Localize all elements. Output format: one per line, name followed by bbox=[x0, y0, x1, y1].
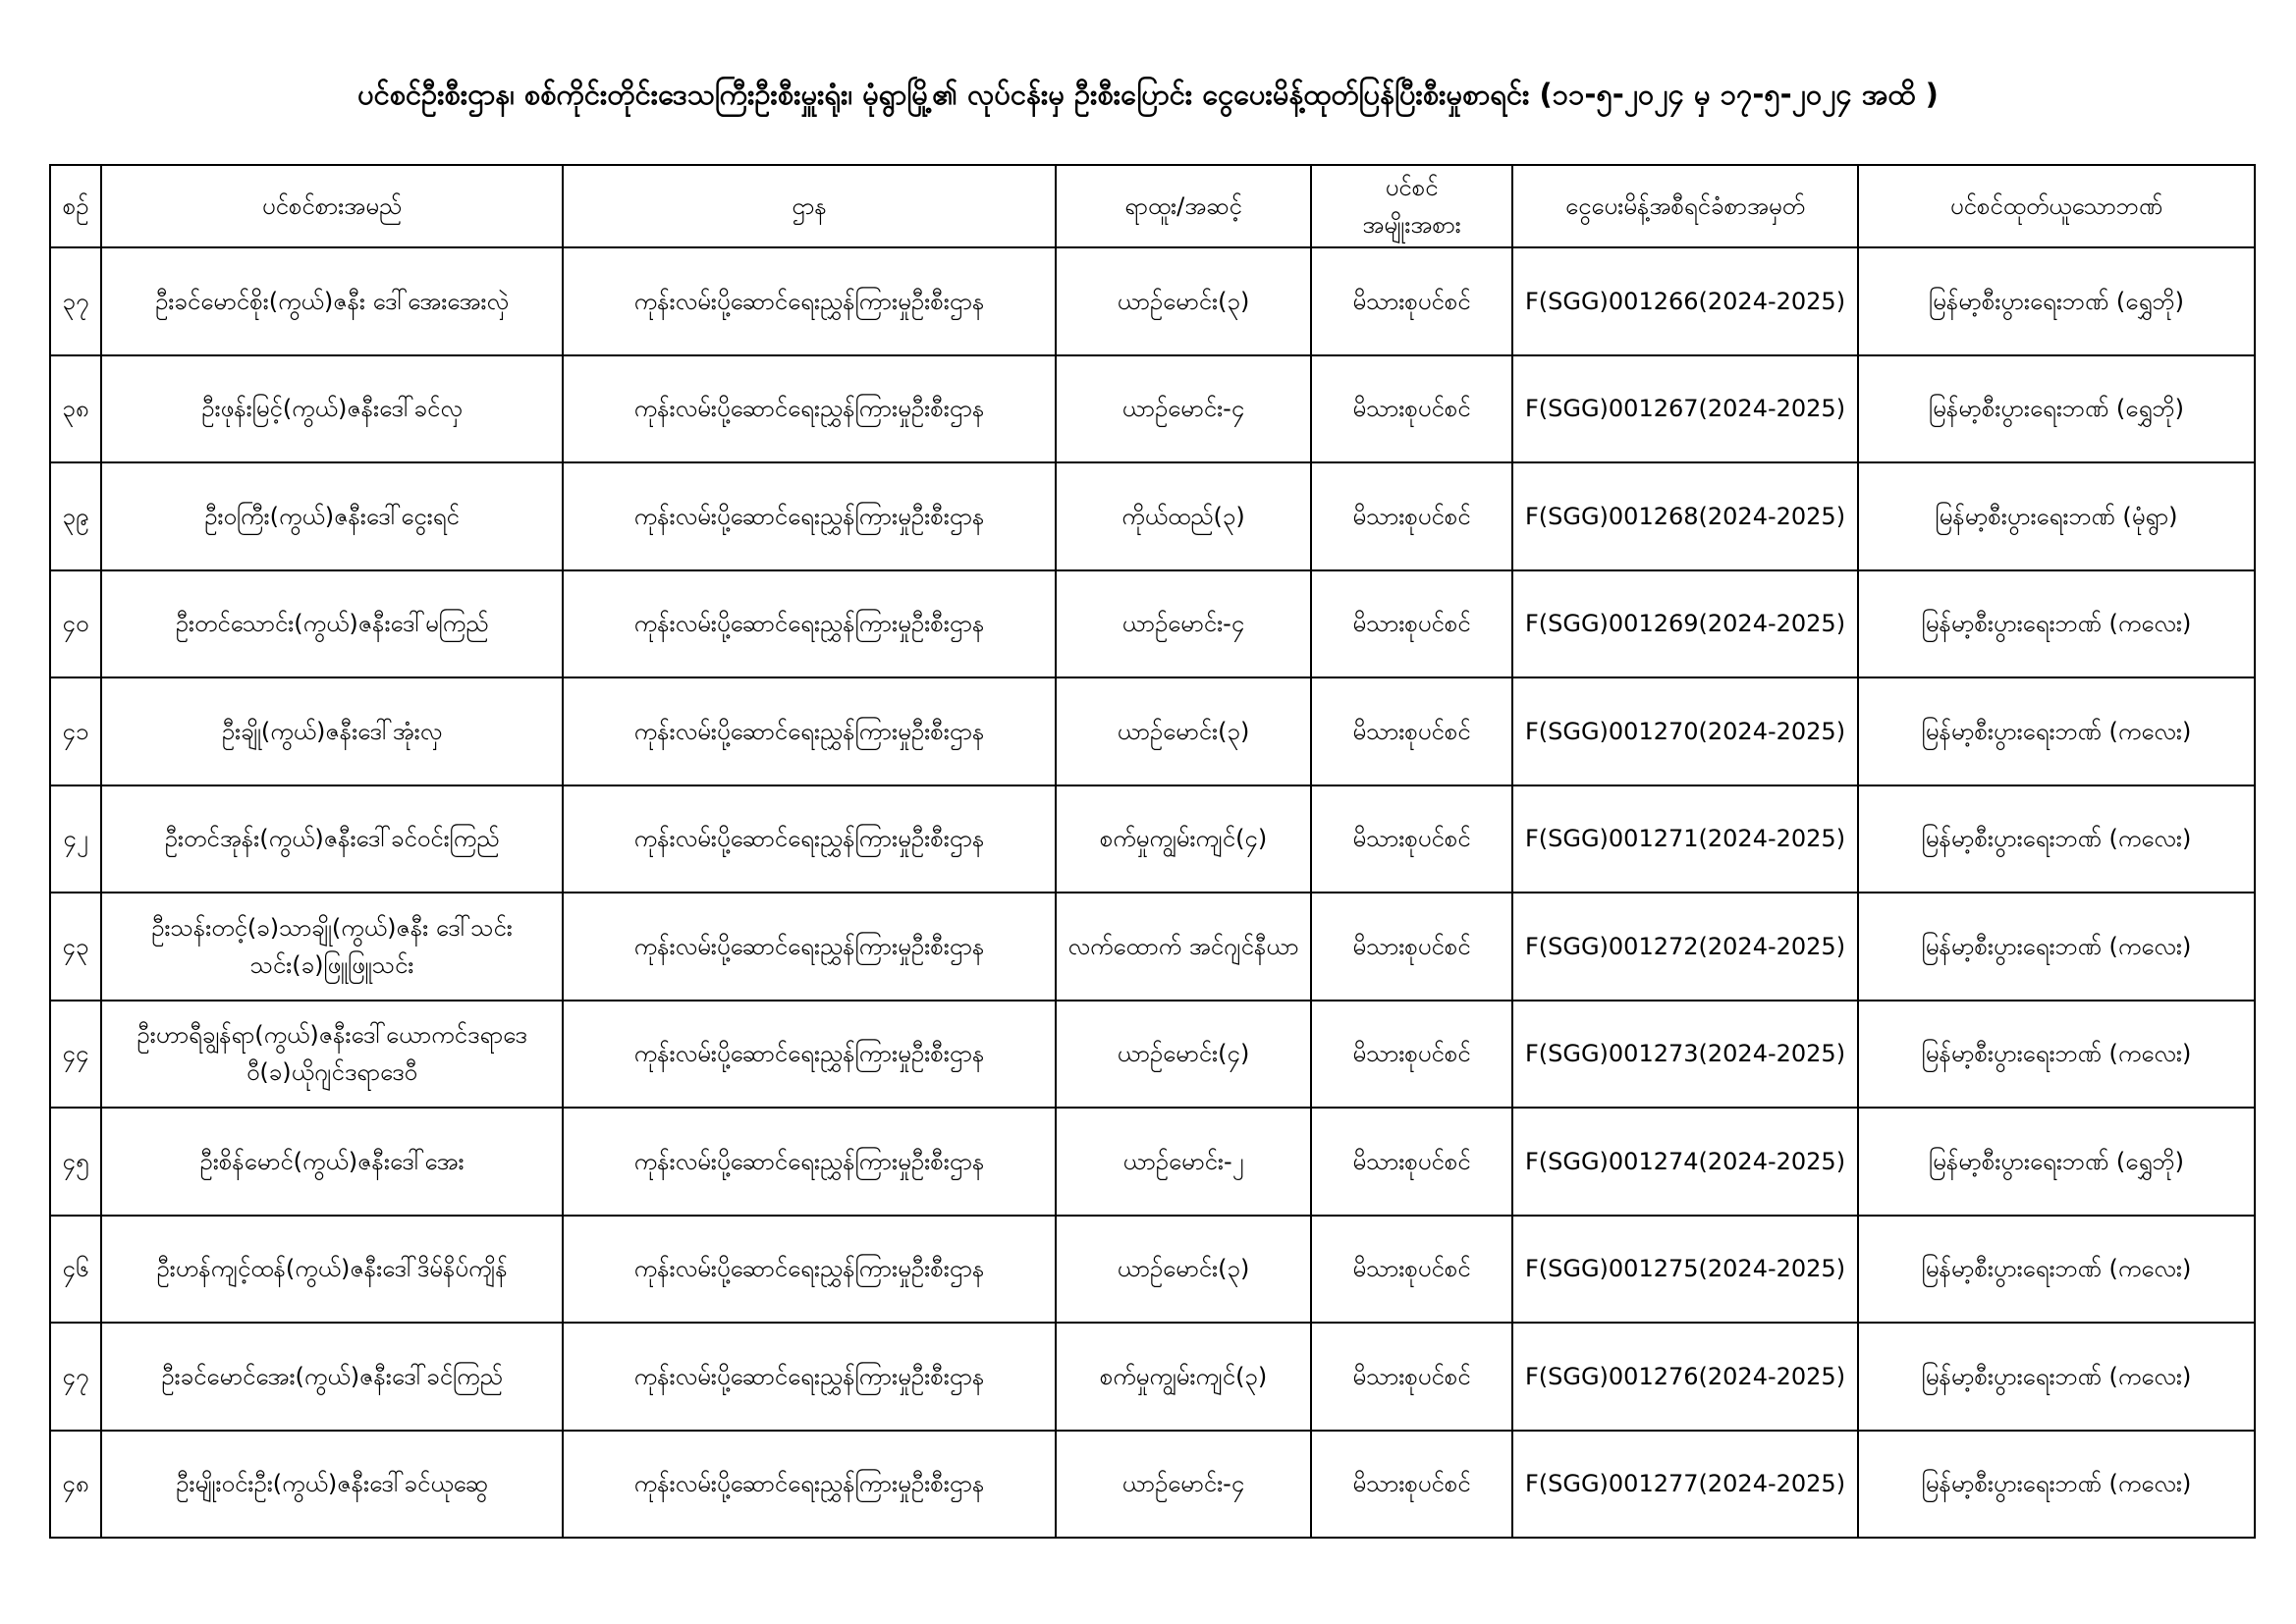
report-number: F(SGG)001275(2024-2025) bbox=[1512, 1216, 1858, 1324]
bank: မြန်မာ့စီးပွားရေးဘဏ် (ကလေး) bbox=[1858, 677, 2255, 785]
rank: ယာဉ်မောင်း(၃) bbox=[1056, 247, 1311, 355]
table-row bbox=[50, 247, 2255, 355]
row-number: ၄၂ bbox=[50, 785, 101, 893]
rank: ယာဉ်မောင်း-၄ bbox=[1056, 355, 1311, 463]
report-number: F(SGG)001273(2024-2025) bbox=[1512, 1001, 1858, 1109]
bank: မြန်မာ့စီးပွားရေးဘဏ် (ကလေး) bbox=[1858, 1323, 2255, 1431]
pension-type: မိသားစုပင်စင် bbox=[1311, 1431, 1512, 1539]
pensioner-name: ဦးဟန်ကျင့်ထန်(ကွယ်)ဇနီးဒေါ်ဒိမ်နိပ်ကျိန် bbox=[101, 1216, 563, 1324]
pension-type: မိသားစုပင်စင် bbox=[1311, 677, 1512, 785]
report-number: F(SGG)001272(2024-2025) bbox=[1512, 893, 1858, 1001]
table-row bbox=[50, 570, 2255, 678]
row-number: ၄၈ bbox=[50, 1431, 101, 1539]
pension-type: မိသားစုပင်စင် bbox=[1311, 1001, 1512, 1109]
rank: ယာဉ်မောင်း(၃) bbox=[1056, 677, 1311, 785]
bank: မြန်မာ့စီးပွားရေးဘဏ် (ကလေး) bbox=[1858, 1001, 2255, 1109]
table-row bbox=[50, 1323, 2255, 1431]
bank: မြန်မာ့စီးပွားရေးဘဏ် (မုံရွာ) bbox=[1858, 462, 2255, 570]
report-number: F(SGG)001277(2024-2025) bbox=[1512, 1431, 1858, 1539]
rank: ကိုယ်ထည်(၃) bbox=[1056, 462, 1311, 570]
report-number: F(SGG)001276(2024-2025) bbox=[1512, 1323, 1858, 1431]
pension-type: မိသားစုပင်စင် bbox=[1311, 570, 1512, 678]
bank: မြန်မာ့စီးပွားရေးဘဏ် (ကလေး) bbox=[1858, 1216, 2255, 1324]
row-number: ၄၀ bbox=[50, 570, 101, 678]
pension-type: မိသားစုပင်စင် bbox=[1311, 462, 1512, 570]
pension-type: မိသားစုပင်စင် bbox=[1311, 1108, 1512, 1216]
page-title: ပင်စင်ဦးစီးဌာန၊ စစ်ကိုင်းတိုင်းဒေသကြီးဦးစီးမှူးရုံး၊ မုံရွာမြို့၏ လုပ်ငန်းမှ ဦးစီးပြောင်း ငွေပေးမိန့်ထုတ်ပြန်ပြီးစီးမှုစာရင်း (၁၁-၅-၂၀၂၄ မှ ၁၇-၅-၂၀၂၄ အထိ ) bbox=[357, 78, 1939, 111]
col-header-department: ဌာန bbox=[563, 165, 1056, 247]
report-number: F(SGG)001268(2024-2025) bbox=[1512, 462, 1858, 570]
table-row bbox=[50, 1001, 2255, 1109]
table-row bbox=[50, 677, 2255, 785]
pension-table bbox=[49, 164, 2256, 1539]
bank: မြန်မာ့စီးပွားရေးဘဏ် (ရွှေဘို) bbox=[1858, 1108, 2255, 1216]
report-number: F(SGG)001266(2024-2025) bbox=[1512, 247, 1858, 355]
bank: မြန်မာ့စီးပွားရေးဘဏ် (ကလေး) bbox=[1858, 1431, 2255, 1539]
bank: မြန်မာ့စီးပွားရေးဘဏ် (ကလေး) bbox=[1858, 570, 2255, 678]
pensioner-name: ဦးချို(ကွယ်)ဇနီးဒေါ်အုံးလှ bbox=[101, 677, 563, 785]
department: ကုန်းလမ်းပို့ဆောင်ရေးညွှန်ကြားမှုဦးစီးဌာန bbox=[563, 893, 1056, 1001]
pensioner-name: ဦးခင်မောင်စိုး(ကွယ်)ဇနီး ဒေါ်အေးအေးလှဲ bbox=[101, 247, 563, 355]
pensioner-name: ဦးစိန်မောင်(ကွယ်)ဇနီးဒေါ်အေး bbox=[101, 1108, 563, 1216]
row-number: ၃၇ bbox=[50, 247, 101, 355]
pension-type: မိသားစုပင်စင် bbox=[1311, 1323, 1512, 1431]
row-number: ၄၃ bbox=[50, 893, 101, 1001]
row-number: ၃၉ bbox=[50, 462, 101, 570]
pensioner-name: ဦးဝကြီး(ကွယ်)ဇနီးဒေါ်ငွေးရင် bbox=[101, 462, 563, 570]
department: ကုန်းလမ်းပို့ဆောင်ရေးညွှန်ကြားမှုဦးစီးဌာန bbox=[563, 1216, 1056, 1324]
bank: မြန်မာ့စီးပွားရေးဘဏ် (ရွှေဘို) bbox=[1858, 247, 2255, 355]
rank: ယာဉ်မောင်း-၄ bbox=[1056, 570, 1311, 678]
pensioner-name: ဦးဟာရီချွန်ရာ(ကွယ်)ဇနီးဒေါ်ယောကင်ဒရာဒေဝီ(ခ)ယိုဂျင်ဒရာဒေဝီ bbox=[101, 1001, 563, 1109]
bank: မြန်မာ့စီးပွားရေးဘဏ် (ကလေး) bbox=[1858, 785, 2255, 893]
col-header-rank: ရာထူး/အဆင့် bbox=[1056, 165, 1311, 247]
pensioner-name: ဦးသန်းတင့်(ခ)သာချို(ကွယ်)ဇနီး ဒေါ်သင်းသင်း(ခ)ဖြူဖြူသင်း bbox=[101, 893, 563, 1001]
pension-type: မိသားစုပင်စင် bbox=[1311, 355, 1512, 463]
row-number: ၄၇ bbox=[50, 1323, 101, 1431]
department: ကုန်းလမ်းပို့ဆောင်ရေးညွှန်ကြားမှုဦးစီးဌာန bbox=[563, 1431, 1056, 1539]
row-number: ၄၁ bbox=[50, 677, 101, 785]
pension-type: မိသားစုပင်စင် bbox=[1311, 893, 1512, 1001]
department: ကုန်းလမ်းပို့ဆောင်ရေးညွှန်ကြားမှုဦးစီးဌာန bbox=[563, 677, 1056, 785]
row-number: ၄၆ bbox=[50, 1216, 101, 1324]
pensioner-name: ဦးဖုန်းမြင့်(ကွယ်)ဇနီးဒေါ်ခင်လှ bbox=[101, 355, 563, 463]
department: ကုန်းလမ်းပို့ဆောင်ရေးညွှန်ကြားမှုဦးစီးဌာန bbox=[563, 355, 1056, 463]
pension-type: မိသားစုပင်စင် bbox=[1311, 785, 1512, 893]
department: ကုန်းလမ်းပို့ဆောင်ရေးညွှန်ကြားမှုဦးစီးဌာန bbox=[563, 570, 1056, 678]
pensioner-name: ဦးတင်အုန်း(ကွယ်)ဇနီးဒေါ်ခင်ဝင်းကြည် bbox=[101, 785, 563, 893]
rank: စက်မှုကျွမ်းကျင်(၃) bbox=[1056, 1323, 1311, 1431]
table-row bbox=[50, 785, 2255, 893]
pensioner-name: ဦးမျိုးဝင်းဦး(ကွယ်)ဇနီးဒေါ်ခင်ယုဆွေ bbox=[101, 1431, 563, 1539]
report-number: F(SGG)001267(2024-2025) bbox=[1512, 355, 1858, 463]
rank: ယာဉ်မောင်း-၂ bbox=[1056, 1108, 1311, 1216]
report-number: F(SGG)001274(2024-2025) bbox=[1512, 1108, 1858, 1216]
table-row bbox=[50, 462, 2255, 570]
row-number: ၄၄ bbox=[50, 1001, 101, 1109]
pensioner-name: ဦးခင်မောင်အေး(ကွယ်)ဇနီးဒေါ်ခင်ကြည် bbox=[101, 1323, 563, 1431]
row-number: ၄၅ bbox=[50, 1108, 101, 1216]
row-number: ၃၈ bbox=[50, 355, 101, 463]
col-header-bank: ပင်စင်ထုတ်ယူသောဘဏ် bbox=[1858, 165, 2255, 247]
department: ကုန်းလမ်းပို့ဆောင်ရေးညွှန်ကြားမှုဦးစီးဌာန bbox=[563, 1108, 1056, 1216]
department: ကုန်းလမ်းပို့ဆောင်ရေးညွှန်ကြားမှုဦးစီးဌာန bbox=[563, 785, 1056, 893]
rank: ယာဉ်မောင်း(၃) bbox=[1056, 1216, 1311, 1324]
rank: ယာဉ်မောင်း(၄) bbox=[1056, 1001, 1311, 1109]
col-header-no: စဉ် bbox=[50, 165, 101, 247]
rank: ယာဉ်မောင်း-၄ bbox=[1056, 1431, 1311, 1539]
table-row bbox=[50, 355, 2255, 463]
table-header-row bbox=[50, 165, 2255, 247]
pension-type: မိသားစုပင်စင် bbox=[1311, 247, 1512, 355]
rank: လက်ထောက် အင်ဂျင်နီယာ bbox=[1056, 893, 1311, 1001]
pensioner-name: ဦးတင်သောင်း(ကွယ်)ဇနီးဒေါ်မကြည် bbox=[101, 570, 563, 678]
department: ကုန်းလမ်းပို့ဆောင်ရေးညွှန်ကြားမှုဦးစီးဌာန bbox=[563, 462, 1056, 570]
table-row bbox=[50, 1108, 2255, 1216]
department: ကုန်းလမ်းပို့ဆောင်ရေးညွှန်ကြားမှုဦးစီးဌာန bbox=[563, 1001, 1056, 1109]
col-header-report-no: ငွေပေးမိန့်အစီရင်ခံစာအမှတ် bbox=[1512, 165, 1858, 247]
table-row bbox=[50, 1431, 2255, 1539]
bank: မြန်မာ့စီးပွားရေးဘဏ် (ကလေး) bbox=[1858, 893, 2255, 1001]
report-number: F(SGG)001269(2024-2025) bbox=[1512, 570, 1858, 678]
col-header-pension-type: ပင်စင် အမျိုးအစား bbox=[1311, 165, 1512, 247]
report-number: F(SGG)001271(2024-2025) bbox=[1512, 785, 1858, 893]
table-row bbox=[50, 1216, 2255, 1324]
report-number: F(SGG)001270(2024-2025) bbox=[1512, 677, 1858, 785]
rank: စက်မှုကျွမ်းကျင်(၄) bbox=[1056, 785, 1311, 893]
department: ကုန်းလမ်းပို့ဆောင်ရေးညွှန်ကြားမှုဦးစီးဌာန bbox=[563, 1323, 1056, 1431]
department: ကုန်းလမ်းပို့ဆောင်ရေးညွှန်ကြားမှုဦးစီးဌာန bbox=[563, 247, 1056, 355]
pension-type: မိသားစုပင်စင် bbox=[1311, 1216, 1512, 1324]
table-row bbox=[50, 893, 2255, 1001]
col-header-name: ပင်စင်စားအမည် bbox=[101, 165, 563, 247]
bank: မြန်မာ့စီးပွားရေးဘဏ် (ရွှေဘို) bbox=[1858, 355, 2255, 463]
